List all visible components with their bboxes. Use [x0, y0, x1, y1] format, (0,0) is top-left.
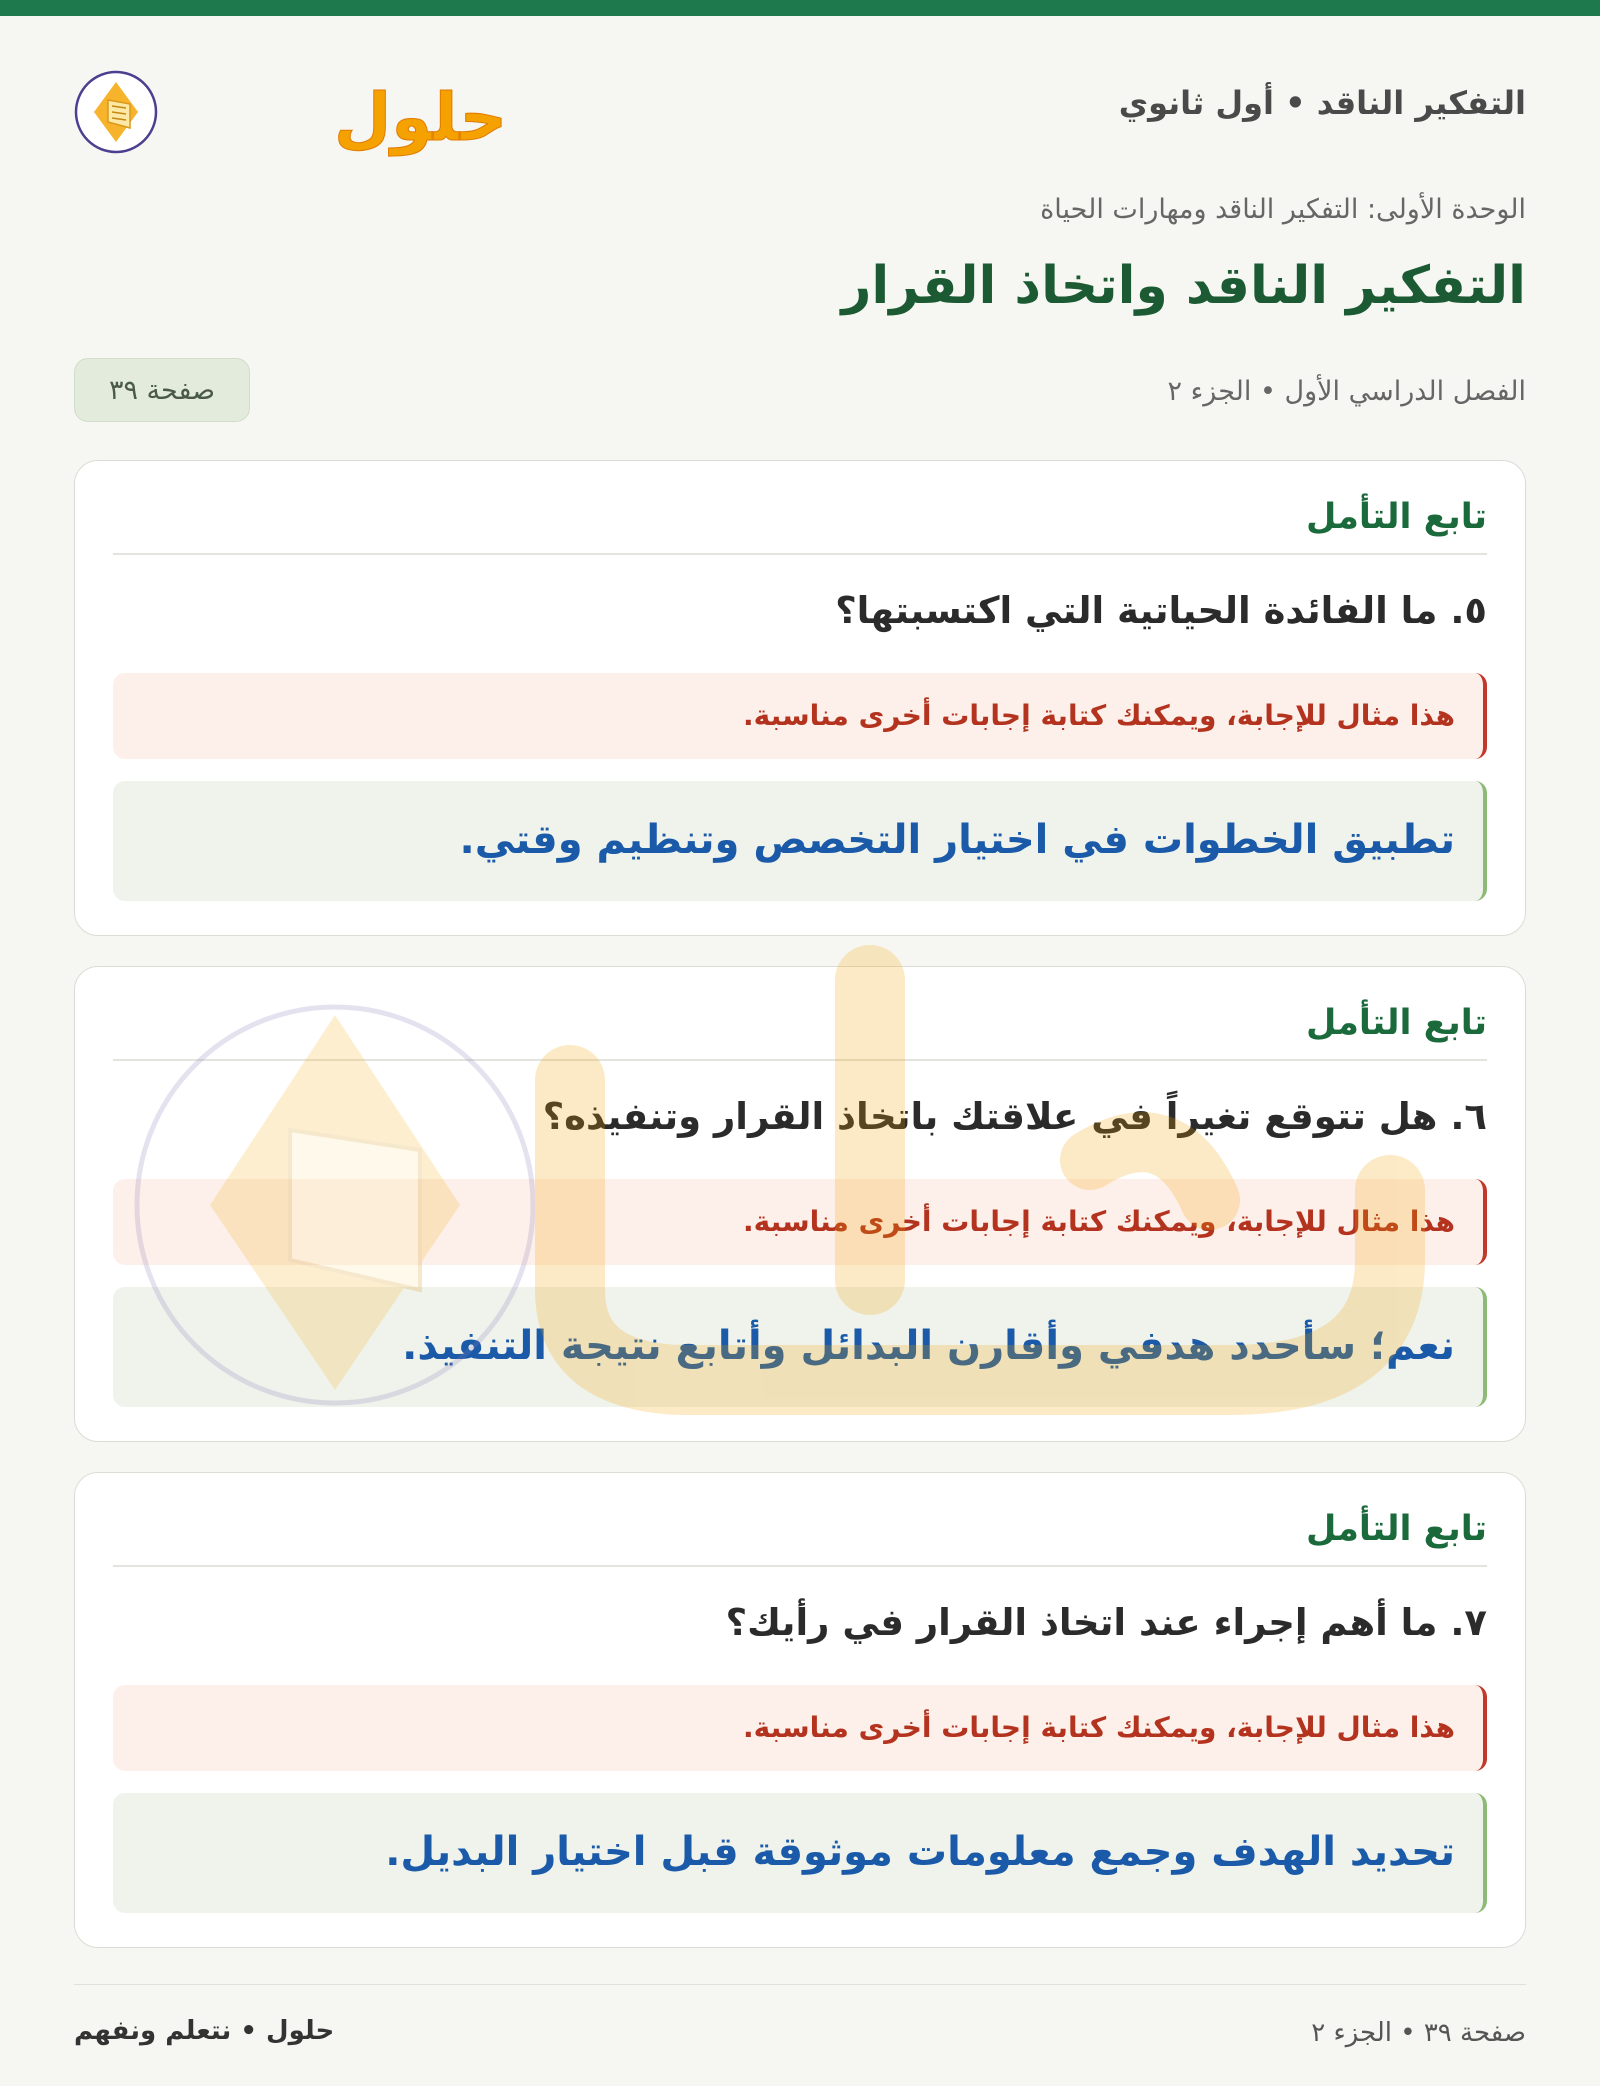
answer-text: تحديد الهدف وجمع معلومات موثوقة قبل اختيار البديل.	[113, 1793, 1487, 1913]
answer-note: هذا مثال للإجابة، ويمكنك كتابة إجابات أخرى مناسبة.	[113, 673, 1487, 759]
hulul-logo	[74, 60, 508, 160]
answer-note: هذا مثال للإجابة، ويمكنك كتابة إجابات أخرى مناسبة.	[113, 1179, 1487, 1265]
card-question: ٦. هل تتوقع تغيراً في علاقتك باتخاذ القرار وتنفيذه؟	[542, 1095, 1487, 1138]
term-info: الفصل الدراسي الأول • الجزء ٢	[1167, 376, 1526, 407]
top-accent-bar	[0, 0, 1600, 16]
card-heading: تابع التأمل	[113, 1509, 1487, 1567]
page-title: التفكير الناقد واتخاذ القرار	[841, 256, 1526, 316]
answer-text: تطبيق الخطوات في اختيار التخصص وتنظيم وقتي.	[113, 781, 1487, 901]
reflection-card-5	[74, 460, 1526, 936]
subject-title: التفكير الناقد • أول ثانوي	[1118, 84, 1526, 122]
reflection-card-6	[74, 966, 1526, 1442]
card-heading: تابع التأمل	[113, 497, 1487, 555]
footer-brand: حلول • نتعلم ونفهم	[74, 2016, 335, 2046]
reflection-card-7	[74, 1472, 1526, 1948]
card-question: ٥. ما الفائدة الحياتية التي اكتسبتها؟	[835, 589, 1487, 632]
unit-title: الوحدة الأولى: التفكير الناقد ومهارات الحياة	[1040, 194, 1526, 225]
answer-text: نعم؛ سأحدد هدفي وأقارن البدائل وأتابع نتيجة التنفيذ.	[113, 1287, 1487, 1407]
footer-page-info: صفحة ٣٩ • الجزء ٢	[1311, 2018, 1526, 2048]
card-heading: تابع التأمل	[113, 1003, 1487, 1061]
footer-divider	[74, 1984, 1526, 1985]
answer-note: هذا مثال للإجابة، ويمكنك كتابة إجابات أخرى مناسبة.	[113, 1685, 1487, 1771]
page-header	[74, 60, 1526, 160]
card-question: ٧. ما أهم إجراء عند اتخاذ القرار في رأيك؟	[725, 1601, 1487, 1644]
page-badge: صفحة ٣٩	[74, 358, 250, 422]
logo-text: حلول	[334, 79, 508, 156]
